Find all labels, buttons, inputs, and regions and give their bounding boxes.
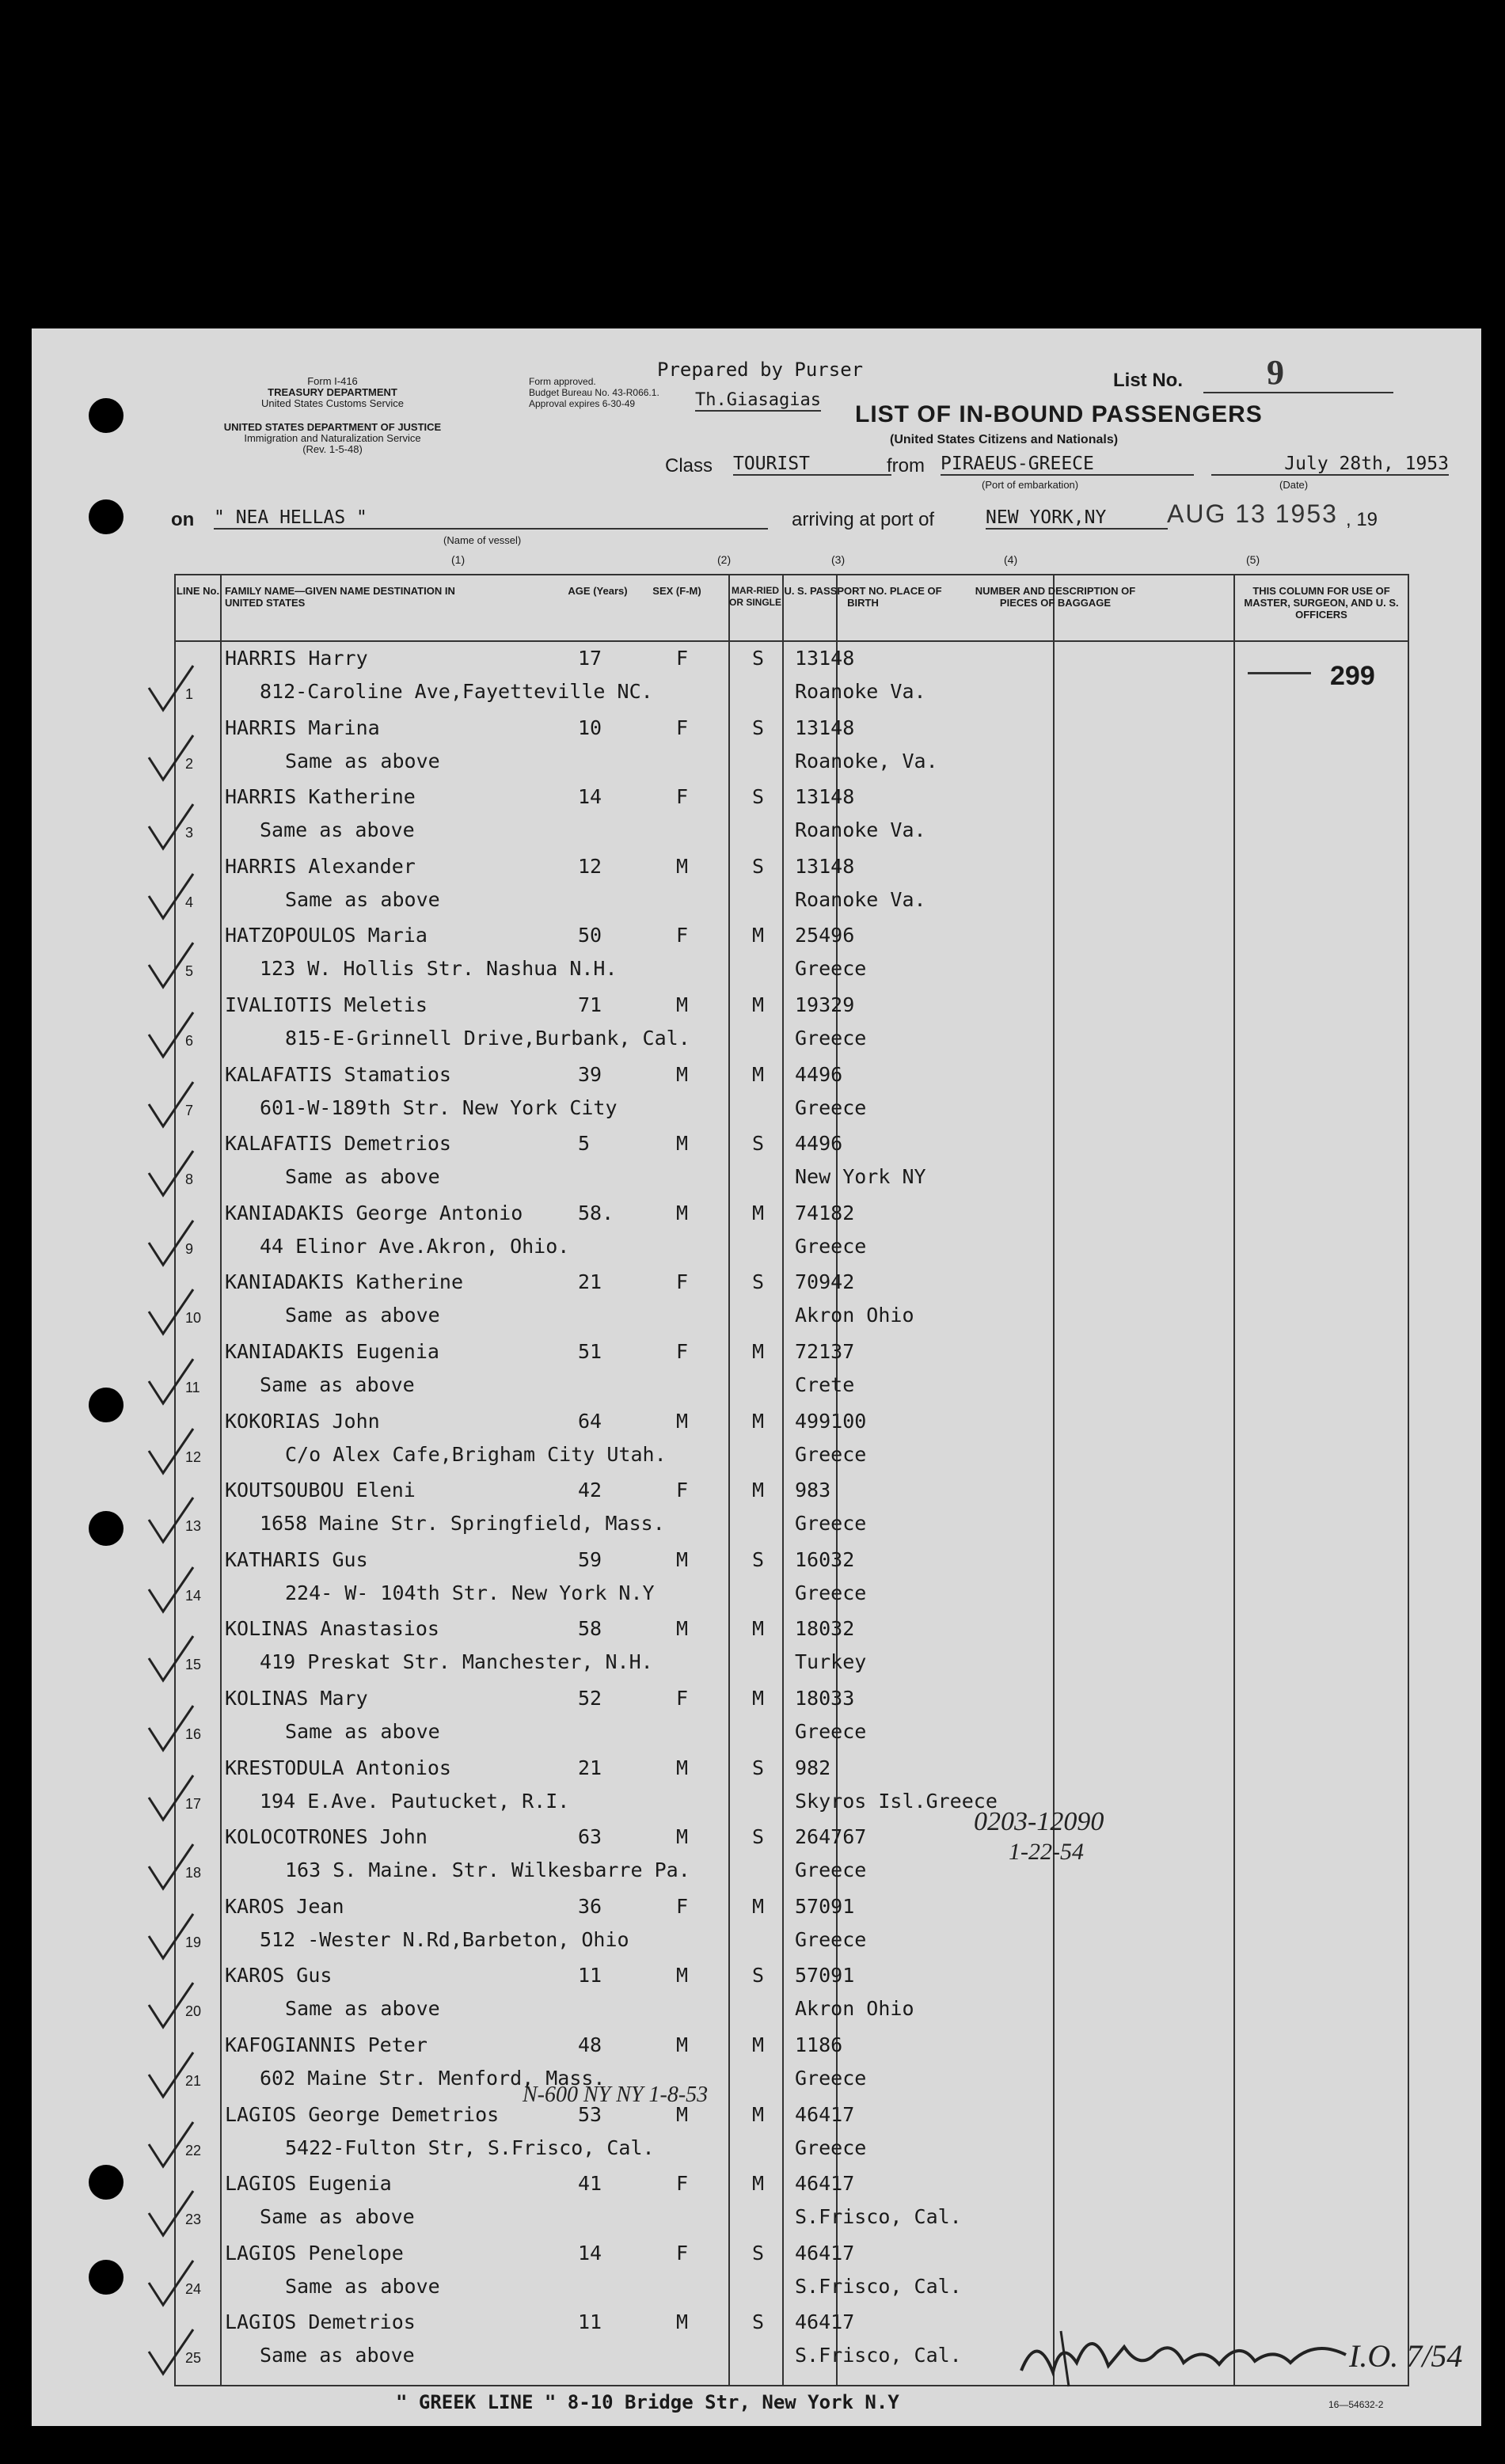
line-number: 24 xyxy=(185,2280,202,2297)
col-header-married: MAR-RIED OR SINGLE xyxy=(728,585,781,608)
passenger-age: 58 xyxy=(578,1617,602,1641)
passenger-destination: 601-W-189th Str. New York City xyxy=(260,1095,618,1119)
passenger-sex: M xyxy=(676,993,689,1016)
passenger-name: HARRIS Alexander xyxy=(225,854,416,878)
passenger-destination: Same as above xyxy=(260,2344,415,2367)
passenger-name: HARRIS Harry xyxy=(225,647,368,670)
passenger-destination: 419 Preskat Str. Manchester, N.H. xyxy=(260,1650,653,1674)
passenger-age: 59 xyxy=(578,1547,602,1571)
passenger-sex: M xyxy=(676,2310,689,2334)
place-of-birth: Roanoke Va. xyxy=(795,887,926,911)
line-number: 4 xyxy=(185,894,194,910)
passenger-name: KOKORIAS John xyxy=(225,1409,380,1433)
check-mark-icon xyxy=(143,2325,198,2380)
passenger-age: 11 xyxy=(578,1964,602,1988)
check-mark-icon xyxy=(143,2256,198,2311)
passenger-name: IVALIOTIS Meletis xyxy=(225,993,428,1016)
place-of-birth: Akron Ohio xyxy=(795,1997,914,2021)
passport-number: 46417 xyxy=(795,2310,855,2334)
place-of-birth: Greece xyxy=(795,1095,867,1119)
line-number: 12 xyxy=(185,1448,202,1465)
form-title: LIST OF IN-BOUND PASSENGERS xyxy=(855,401,1263,427)
passenger-destination: Same as above xyxy=(285,2274,440,2298)
arriving-label: arriving at port of xyxy=(792,509,935,530)
passenger-destination: Same as above xyxy=(260,1373,415,1396)
passenger-sex: F xyxy=(676,716,689,739)
check-mark-icon xyxy=(143,1077,198,1133)
passenger-name: KOLINAS Mary xyxy=(225,1687,368,1710)
class-value: TOURIST xyxy=(733,454,891,476)
passenger-marital-status: S xyxy=(752,785,765,809)
passenger-sex: M xyxy=(676,2033,689,2056)
passenger-age: 39 xyxy=(578,1062,602,1086)
on-label: on xyxy=(171,509,195,530)
col-header-name: FAMILY NAME—GIVEN NAME DESTINATION IN UNITED STATES xyxy=(225,585,455,609)
passenger-sex: F xyxy=(676,1340,689,1363)
line-number: 3 xyxy=(185,825,194,841)
passenger-name: KRESTODULA Antonios xyxy=(225,1756,451,1779)
line-number: 9 xyxy=(185,1240,194,1257)
check-mark-icon xyxy=(143,1701,198,1756)
approval-line-1: Form approved. xyxy=(529,376,596,387)
passport-number: 46417 xyxy=(795,2241,855,2265)
passport-number: 982 xyxy=(795,1756,831,1779)
passport-number: 16032 xyxy=(795,1547,855,1571)
place-of-birth: Greece xyxy=(795,1234,867,1258)
passenger-age: 50 xyxy=(578,924,602,947)
passenger-marital-status: M xyxy=(752,993,765,1016)
passenger-sex: F xyxy=(676,1479,689,1502)
passenger-marital-status: M xyxy=(752,2033,765,2056)
line-number: 1 xyxy=(185,686,194,702)
col-number-5: (5) xyxy=(1246,553,1260,566)
passenger-name: HARRIS Katherine xyxy=(225,785,416,809)
place-of-birth: Roanoke, Va. xyxy=(795,749,938,773)
passport-number: 18032 xyxy=(795,1617,855,1641)
passenger-name: KANIADAKIS Katherine xyxy=(225,1270,464,1294)
passport-number: 13148 xyxy=(795,647,855,670)
place-of-birth: Crete xyxy=(795,1373,855,1396)
passport-number: 1186 xyxy=(795,2033,843,2056)
list-number-label: List No. xyxy=(1113,370,1183,391)
passport-number: 74182 xyxy=(795,1201,855,1224)
passenger-marital-status: M xyxy=(752,2102,765,2126)
passenger-sex: F xyxy=(676,2241,689,2265)
passenger-destination: 123 W. Hollis Str. Nashua N.H. xyxy=(260,957,618,981)
passenger-marital-status: M xyxy=(752,1409,765,1433)
line-number: 25 xyxy=(185,2350,202,2367)
passenger-destination: 194 E.Ave. Pautucket, R.I. xyxy=(260,1789,570,1813)
check-mark-icon xyxy=(143,1146,198,1202)
passenger-age: 52 xyxy=(578,1687,602,1710)
date-caption: (Date) xyxy=(1279,479,1309,491)
footer-line: " GREEK LINE " 8-10 Bridge Str, New York N.Y xyxy=(396,2391,899,2413)
passport-number: 72137 xyxy=(795,1340,855,1363)
passenger-age: 11 xyxy=(578,2310,602,2334)
list-number: 9 xyxy=(1267,353,1284,392)
col-header-passport: U. S. PASSPORT NO. PLACE OF BIRTH xyxy=(784,585,942,609)
passenger-marital-status: S xyxy=(752,2241,765,2265)
passport-number: 264767 xyxy=(795,1825,867,1849)
arrival-date-stamp: AUG 13 1953 xyxy=(1167,499,1338,528)
check-mark-icon xyxy=(143,799,198,855)
passenger-age: 14 xyxy=(578,2241,602,2265)
place-of-birth: Greece xyxy=(795,1720,867,1743)
passenger-sex: F xyxy=(676,647,689,670)
passenger-name: KALAFATIS Stamatios xyxy=(225,1062,451,1086)
signature-note: I.O. 7/54 xyxy=(1349,2338,1463,2374)
line-number: 11 xyxy=(185,1380,200,1395)
passenger-marital-status: M xyxy=(752,1479,765,1502)
justice-department: UNITED STATES DEPARTMENT OF JUSTICE xyxy=(223,421,442,433)
line-number: 7 xyxy=(185,1102,194,1118)
passenger-marital-status: M xyxy=(752,1687,765,1710)
passenger-age: 21 xyxy=(578,1756,602,1779)
passport-number: 983 xyxy=(795,1479,831,1502)
line-number: 21 xyxy=(185,2073,202,2089)
treasury-department: TREASURY DEPARTMENT xyxy=(268,386,397,398)
passenger-destination: 1658 Maine Str. Springfield, Mass. xyxy=(260,1512,665,1536)
line-number: 10 xyxy=(185,1310,202,1327)
check-mark-icon xyxy=(143,938,198,993)
passenger-sex: F xyxy=(676,924,689,947)
check-mark-icon xyxy=(143,1008,198,1063)
form-header-treasury xyxy=(238,376,428,409)
passport-number: 25496 xyxy=(795,924,855,947)
check-mark-icon xyxy=(143,1216,198,1271)
place-of-birth: S.Frisco, Cal. xyxy=(795,2205,962,2229)
passenger-age: 63 xyxy=(578,1825,602,1849)
passenger-name: KOUTSOUBOU Eleni xyxy=(225,1479,416,1502)
passport-number: 19329 xyxy=(795,993,855,1016)
passenger-name: KANIADAKIS Eugenia xyxy=(225,1340,439,1363)
officer-signature xyxy=(1013,2315,1362,2394)
line-number: 23 xyxy=(185,2212,202,2228)
passport-number: 4496 xyxy=(795,1132,843,1156)
passport-number: 70942 xyxy=(795,1270,855,1294)
passenger-age: 58. xyxy=(578,1201,614,1224)
passenger-age: 10 xyxy=(578,716,602,739)
passport-number: 46417 xyxy=(795,2102,855,2126)
passenger-sex: M xyxy=(676,1617,689,1641)
passenger-age: 53 xyxy=(578,2102,602,2126)
check-mark-icon xyxy=(143,869,198,924)
passenger-name: KAFOGIANNIS Peter xyxy=(225,2033,428,2056)
line-number: 22 xyxy=(185,2142,202,2158)
passenger-marital-status: M xyxy=(752,1340,765,1363)
place-of-birth: Greece xyxy=(795,1858,867,1882)
passenger-destination: Same as above xyxy=(285,1720,440,1743)
passenger-destination: C/o Alex Cafe,Brigham City Utah. xyxy=(285,1442,667,1466)
purser-name: Th.Giasagias xyxy=(695,390,821,410)
passenger-destination: Same as above xyxy=(285,1304,440,1327)
passenger-name: KAROS Jean xyxy=(225,1894,344,1918)
passenger-marital-status: S xyxy=(752,854,765,878)
passenger-age: 64 xyxy=(578,1409,602,1433)
check-mark-icon xyxy=(143,2117,198,2173)
check-mark-icon xyxy=(143,661,198,716)
place-of-birth: Roanoke Va. xyxy=(795,818,926,842)
line-number: 15 xyxy=(185,1657,202,1673)
passenger-marital-status: S xyxy=(752,1132,765,1156)
passenger-name: HATZOPOULOS Maria xyxy=(225,924,428,947)
col-header-line-no: LINE No. xyxy=(176,585,220,597)
passenger-marital-status: S xyxy=(752,1756,765,1779)
passenger-destination: 5422-Fulton Str, S.Frisco, Cal. xyxy=(285,2136,655,2159)
passenger-sex: F xyxy=(676,1687,689,1710)
passenger-marital-status: S xyxy=(752,2310,765,2334)
passenger-destination: 602 Maine Str. Menford, Mass. xyxy=(260,2067,606,2090)
place-of-birth: Greece xyxy=(795,1581,867,1604)
punch-hole xyxy=(89,1388,124,1422)
embarkation-date: July 28th, 1953 xyxy=(1211,454,1449,476)
year-suffix: , 19 xyxy=(1346,509,1378,530)
passenger-name: KOLINAS Anastasios xyxy=(225,1617,439,1641)
passenger-sex: M xyxy=(676,1825,689,1849)
immigration-service: Immigration and Naturalization Service xyxy=(244,432,421,444)
passenger-age: 36 xyxy=(578,1894,602,1918)
line-number: 16 xyxy=(185,1726,202,1742)
passport-number: 13148 xyxy=(795,854,855,878)
passenger-name: LAGIOS George Demetrios xyxy=(225,2102,500,2126)
place-of-birth: Roanoke Va. xyxy=(795,680,926,703)
place-of-birth: Greece xyxy=(795,2067,867,2090)
punch-hole xyxy=(89,2260,124,2295)
col-number-4: (4) xyxy=(1004,553,1018,566)
customs-service: United States Customs Service xyxy=(261,397,404,409)
passenger-destination: 163 S. Maine. Str. Wilkesbarre Pa. xyxy=(285,1858,690,1882)
passenger-marital-status: M xyxy=(752,1894,765,1918)
passenger-destination: 512 -Wester N.Rd,Barbeton, Ohio xyxy=(260,1927,629,1951)
passport-number: 4496 xyxy=(795,1062,843,1086)
row17-note: N-600 NY NY 1-8-53 xyxy=(523,2082,709,2107)
place-of-birth: Greece xyxy=(795,1927,867,1951)
passport-number: 57091 xyxy=(795,1894,855,1918)
passenger-marital-status: S xyxy=(752,647,765,670)
passenger-sex: M xyxy=(676,1062,689,1086)
place-of-birth: S.Frisco, Cal. xyxy=(795,2344,962,2367)
passenger-marital-status: M xyxy=(752,1201,765,1224)
list-number-line xyxy=(1203,392,1393,393)
approval-line-2: Budget Bureau No. 43-R066.1. xyxy=(529,387,659,398)
passenger-marital-status: M xyxy=(752,2172,765,2196)
passenger-sex: M xyxy=(676,1547,689,1571)
passport-number: 46417 xyxy=(795,2172,855,2196)
col-number-3: (3) xyxy=(831,553,846,566)
passenger-sex: M xyxy=(676,1964,689,1988)
passenger-marital-status: S xyxy=(752,716,765,739)
passenger-marital-status: S xyxy=(752,1547,765,1571)
passenger-age: 71 xyxy=(578,993,602,1016)
passenger-destination: 815-E-Grinnell Drive,Burbank, Cal. xyxy=(285,1027,690,1050)
vessel-caption: (Name of vessel) xyxy=(443,534,522,546)
place-of-birth: Greece xyxy=(795,957,867,981)
passenger-sex: F xyxy=(676,2172,689,2196)
col-header-age: AGE (Years) xyxy=(568,585,628,597)
passenger-sex: F xyxy=(676,1894,689,1918)
class-label: Class xyxy=(665,455,713,476)
line-number: 14 xyxy=(185,1587,202,1604)
check-mark-icon xyxy=(143,1978,198,2033)
check-mark-icon xyxy=(143,1771,198,1826)
passenger-age: 21 xyxy=(578,1270,602,1294)
passenger-sex: F xyxy=(676,1270,689,1294)
check-mark-icon xyxy=(143,1909,198,1965)
punch-hole xyxy=(89,2165,124,2200)
passenger-destination: 224- W- 104th Str. New York N.Y xyxy=(285,1581,655,1604)
passport-number: 13148 xyxy=(795,716,855,739)
port-of-embarkation: PIRAEUS-GREECE xyxy=(941,454,1194,476)
col-header-officers: THIS COLUMN FOR USE OF MASTER, SURGEON, AND U. S. OFFICERS xyxy=(1244,585,1399,621)
form-number: Form I-416 xyxy=(307,375,358,387)
line-number: 8 xyxy=(185,1171,194,1188)
passenger-sex: M xyxy=(676,854,689,878)
place-of-birth: Akron Ohio xyxy=(795,1304,914,1327)
passenger-destination: 44 Elinor Ave.Akron, Ohio. xyxy=(260,1234,570,1258)
line-number: 19 xyxy=(185,1934,202,1950)
passenger-age: 51 xyxy=(578,1340,602,1363)
passenger-sex: M xyxy=(676,1409,689,1433)
approval-line-3: Approval expires 6-30-49 xyxy=(529,398,636,409)
line-number: 2 xyxy=(185,755,194,772)
check-mark-icon xyxy=(143,1631,198,1687)
passenger-marital-status: M xyxy=(752,1617,765,1641)
passenger-name: KANIADAKIS George Antonio xyxy=(225,1201,523,1224)
passenger-marital-status: S xyxy=(752,1964,765,1988)
port-of-embarkation-caption: (Port of embarkation) xyxy=(982,479,1079,491)
col-header-baggage: NUMBER AND DESCRIPTION OF PIECES OF BAGGAGE xyxy=(975,585,1136,609)
check-mark-icon xyxy=(143,2048,198,2103)
line-number: 13 xyxy=(185,1518,202,1535)
baggage-note-1: 0203-12090 xyxy=(974,1807,1104,1836)
passport-number: 18033 xyxy=(795,1687,855,1710)
place-of-birth: New York NY xyxy=(795,1165,926,1189)
passenger-marital-status: S xyxy=(752,1825,765,1849)
punch-hole xyxy=(89,398,124,433)
passenger-sex: M xyxy=(676,1132,689,1156)
baggage-note-2: 1-22-54 xyxy=(1009,1839,1084,1865)
passenger-destination: Same as above xyxy=(260,818,415,842)
passenger-name: HARRIS Marina xyxy=(225,716,380,739)
check-mark-icon xyxy=(143,1424,198,1479)
form-revision: (Rev. 1-5-48) xyxy=(302,443,363,455)
punch-hole xyxy=(89,1511,124,1546)
passenger-age: 48 xyxy=(578,2033,602,2056)
arrival-port: NEW YORK,NY xyxy=(986,507,1168,530)
passenger-destination: Same as above xyxy=(285,887,440,911)
prepared-by: Prepared by Purser xyxy=(657,359,864,381)
passenger-destination: Same as above xyxy=(285,749,440,773)
passenger-destination: Same as above xyxy=(260,2205,415,2229)
punch-hole xyxy=(89,499,124,534)
passenger-table xyxy=(174,574,1463,2386)
line-number: 6 xyxy=(185,1033,194,1049)
passenger-name: KAROS Gus xyxy=(225,1964,333,1988)
check-mark-icon xyxy=(143,731,198,786)
passenger-age: 5 xyxy=(578,1132,591,1156)
col-header-sex: SEX (F-M) xyxy=(652,585,701,597)
passenger-marital-status: M xyxy=(752,1062,765,1086)
check-mark-icon xyxy=(143,1562,198,1618)
passport-number: 499100 xyxy=(795,1409,867,1433)
passenger-sex: M xyxy=(676,1201,689,1224)
form-header-justice xyxy=(166,422,499,455)
passenger-destination: Same as above xyxy=(285,1165,440,1189)
place-of-birth: Greece xyxy=(795,1442,867,1466)
passenger-age: 12 xyxy=(578,854,602,878)
check-mark-icon xyxy=(143,1839,198,1895)
line-number: 5 xyxy=(185,963,194,980)
passenger-marital-status: S xyxy=(752,1270,765,1294)
place-of-birth: Turkey xyxy=(795,1650,867,1674)
passenger-name: KATHARIS Gus xyxy=(225,1547,368,1571)
officer-number: 299 xyxy=(1330,661,1375,691)
check-mark-icon xyxy=(143,1354,198,1410)
vessel-name: " NEA HELLAS " xyxy=(214,507,768,530)
place-of-birth: S.Frisco, Cal. xyxy=(795,2274,962,2298)
check-mark-icon xyxy=(143,1493,198,1548)
from-label: from xyxy=(887,455,925,476)
place-of-birth: Greece xyxy=(795,1512,867,1536)
place-of-birth: Greece xyxy=(795,2136,867,2159)
form-approval xyxy=(529,376,659,409)
place-of-birth: Greece xyxy=(795,1027,867,1050)
passenger-name: KOLOCOTRONES John xyxy=(225,1825,428,1849)
form-subtitle: (United States Citizens and Nationals) xyxy=(890,433,1119,446)
passenger-name: LAGIOS Penelope xyxy=(225,2241,404,2265)
passenger-sex: M xyxy=(676,1756,689,1779)
passenger-name: LAGIOS Demetrios xyxy=(225,2310,416,2334)
place-of-birth: Skyros Isl.Greece xyxy=(795,1789,998,1813)
passenger-age: 42 xyxy=(578,1479,602,1502)
col-number-2: (2) xyxy=(717,553,732,566)
check-mark-icon xyxy=(143,2186,198,2242)
passenger-marital-status: M xyxy=(752,924,765,947)
officer-dash xyxy=(1248,672,1311,674)
passenger-sex: M xyxy=(676,2102,689,2126)
col-number-1: (1) xyxy=(451,553,466,566)
line-number: 18 xyxy=(185,1865,202,1881)
passenger-age: 41 xyxy=(578,2172,602,2196)
check-mark-icon xyxy=(143,1285,198,1340)
print-code: 16—54632-2 xyxy=(1328,2399,1384,2410)
passenger-age: 14 xyxy=(578,785,602,809)
passport-number: 57091 xyxy=(795,1964,855,1988)
line-number: 17 xyxy=(185,1795,202,1812)
line-number: 20 xyxy=(185,2003,202,2020)
passport-number: 13148 xyxy=(795,785,855,809)
passenger-name: LAGIOS Eugenia xyxy=(225,2172,392,2196)
passenger-sex: F xyxy=(676,785,689,809)
passenger-manifest-page xyxy=(32,328,1481,2426)
passenger-name: KALAFATIS Demetrios xyxy=(225,1132,451,1156)
passenger-age: 17 xyxy=(578,647,602,670)
passenger-destination: 812-Caroline Ave,Fayetteville NC. xyxy=(260,680,653,703)
passenger-destination: Same as above xyxy=(285,1997,440,2021)
